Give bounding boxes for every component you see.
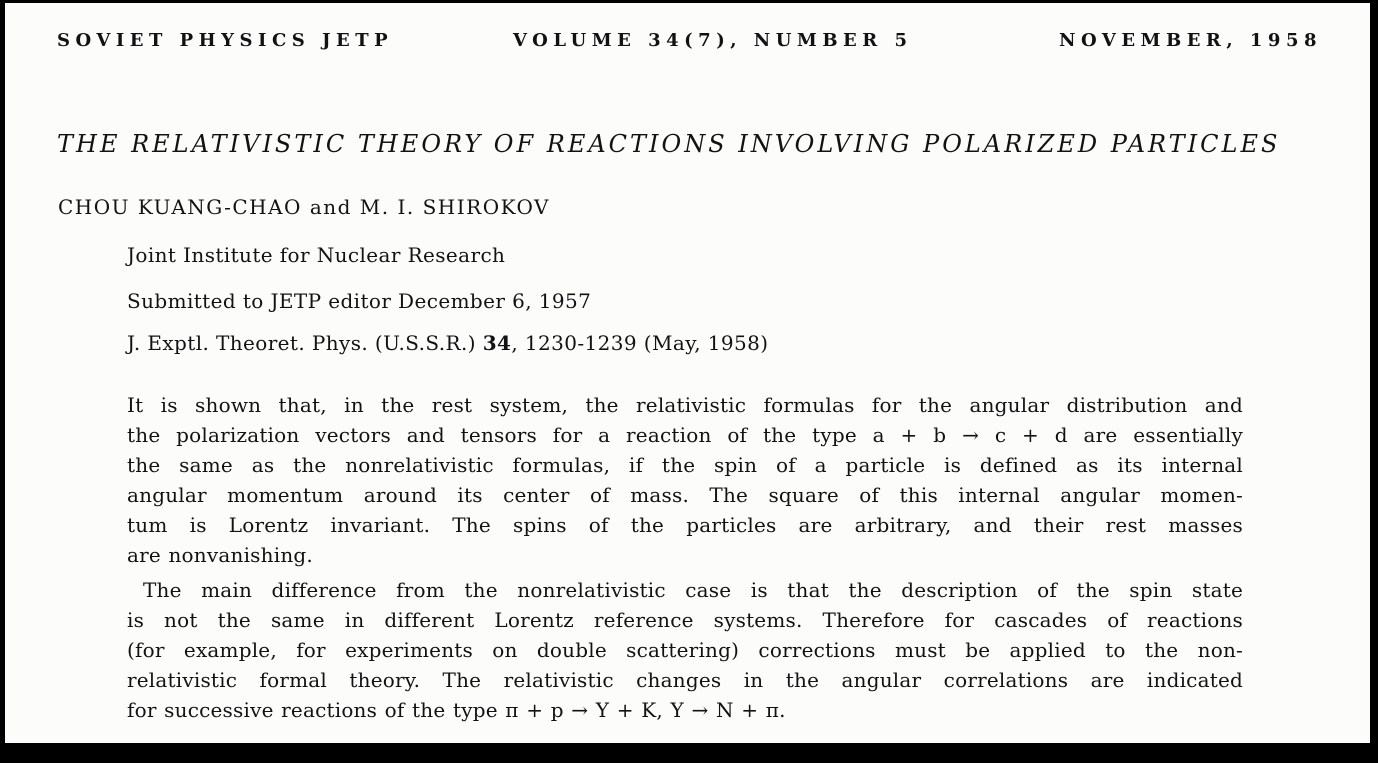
citation-journal: J. Exptl. Theoret. Phys. (U.S.S.R.) [127, 331, 483, 355]
paper-title: THE RELATIVISTIC THEORY OF REACTIONS INVOLVING POLARIZED PARTICLES [57, 130, 1281, 158]
abstract-block [127, 390, 1243, 725]
issue-date: NOVEMBER, 1958 [1059, 30, 1322, 51]
citation-volume: 34 [482, 331, 512, 355]
volume-number: VOLUME 34(7), NUMBER 5 [513, 30, 913, 51]
abstract-line: is not the same in different Lorentz reference systems. Therefore for cascades of reactions [127, 608, 1243, 632]
abstract-line: It is shown that, in the rest system, the relativistic formulas for the angular distribution and [127, 393, 1243, 417]
affiliation-line: Joint Institute for Nuclear Research [127, 243, 506, 267]
abstract-line: relativistic formal theory. The relativistic changes in the angular correlations are indicated [127, 668, 1243, 692]
abstract-line: the same as the nonrelativistic formulas, if the spin of a particle is defined as its internal [127, 453, 1243, 477]
abstract-line: for successive reactions of the type π + p → Y + K, Y → N + π. [127, 698, 786, 722]
abstract-line: are nonvanishing. [127, 543, 313, 567]
citation-line [127, 331, 768, 355]
abstract-line: tum is Lorentz invariant. The spins of the particles are arbitrary, and their rest masses [127, 513, 1243, 537]
abstract-line: angular momentum around its center of mass. The square of this internal angular momen- [127, 483, 1243, 507]
abstract-line: the polarization vectors and tensors for a reaction of the type a + b → c + d are essentially [127, 423, 1243, 447]
journal-name: SOVIET PHYSICS JETP [57, 30, 394, 51]
journal-page [5, 3, 1370, 743]
authors-line: CHOU KUANG-CHAO and M. I. SHIROKOV [58, 195, 550, 219]
submission-note: Submitted to JETP editor December 6, 1957 [127, 289, 592, 313]
abstract-line: The main difference from the nonrelativistic case is that the description of the spin state [143, 578, 1243, 602]
citation-pages: , 1230-1239 (May, 1958) [511, 331, 769, 355]
abstract-line: (for example, for experiments on double scattering) corrections must be applied to the non- [127, 638, 1243, 662]
